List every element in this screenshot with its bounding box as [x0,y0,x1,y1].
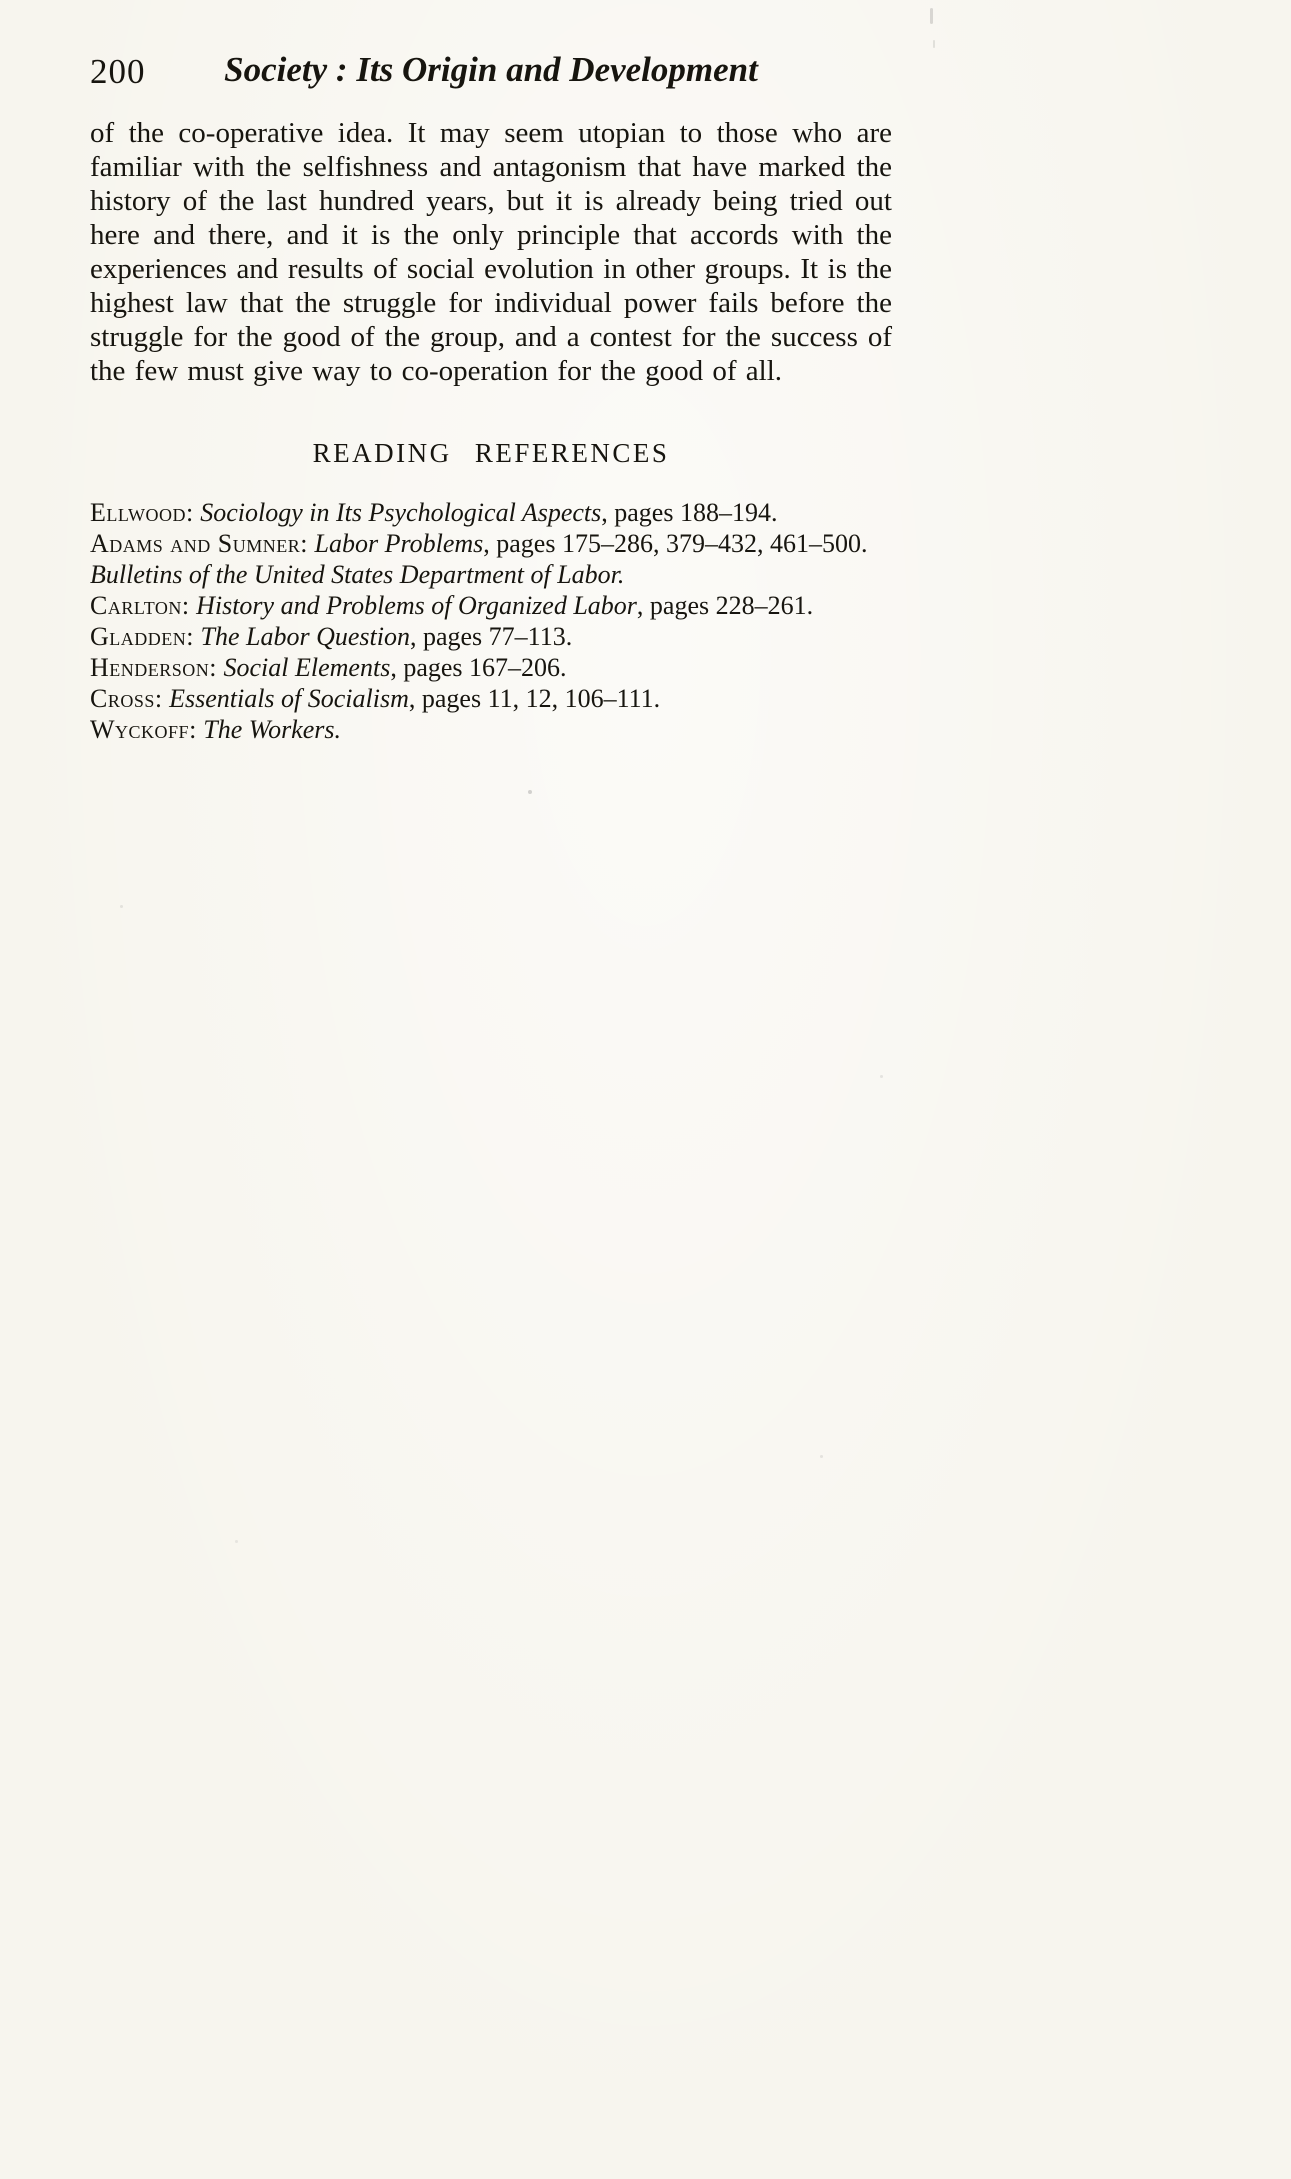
reference-author: Adams and Sumner: [90,529,308,558]
running-title: Society : Its Origin and Development [224,50,758,89]
reference-pages: , pages 175–286, 379–432, 461–500. [483,529,868,558]
reference-title: Essentials of Socialism [169,684,409,713]
reference-title: Labor Problems [314,529,484,558]
reference-item [90,497,892,528]
reference-item [90,714,892,745]
reference-item [90,683,892,714]
reference-title: Sociology in Its Psychological Aspects [200,498,602,527]
reference-pages: , pages 77–113. [409,622,573,651]
scan-speck [528,790,532,794]
reference-pages: , pages 188–194. [601,498,778,527]
reference-title: Bulletins of the United States Department of Labor. [90,560,625,589]
reference-item [90,621,892,652]
running-head [90,50,892,102]
reference-pages: , pages 11, 12, 106–111. [408,684,661,713]
reference-author: Henderson: [90,653,218,682]
reading-references-heading: READING REFERENCES [312,438,670,468]
body-paragraph: of the co-operative idea. It may seem utopian to those who are familiar with the selfishness and antagonism that have marked the history of the last hundred years, but it is already being tried out here and there, and it is the only principle that accords with the experiences and results of social evolution in other groups. It is the highest law that the struggle for individual power fails before the struggle for the good of the group, and a contest for the success of the few must give way to co-operation for the good of all. [90,117,892,387]
reference-author: Wyckoff: [90,715,197,744]
reference-author: Ellwood: [90,498,194,527]
reference-author: Gladden: [90,622,194,651]
reference-author: Carlton: [90,591,190,620]
page-number: 200 [90,52,146,91]
scan-speck [235,1540,238,1543]
reference-pages: , pages 167–206. [390,653,567,682]
scan-speck [820,1455,823,1458]
reference-item [90,528,892,559]
reference-title: The Workers. [203,715,342,744]
scan-speck [880,1075,883,1078]
reference-author: Cross: [90,684,163,713]
scan-speck [120,905,123,908]
references-list [90,497,892,745]
reference-item [90,559,892,590]
reference-item [90,652,892,683]
text-block [90,50,892,745]
reference-pages: , pages 228–261. [636,591,814,620]
reference-item [90,590,892,621]
reference-title: History and Problems of Organized Labor [196,591,637,620]
scan-speck [930,8,933,24]
reference-title: The Labor Question [200,622,410,651]
scan-speck [933,40,935,48]
reference-title: Social Elements [223,653,391,682]
